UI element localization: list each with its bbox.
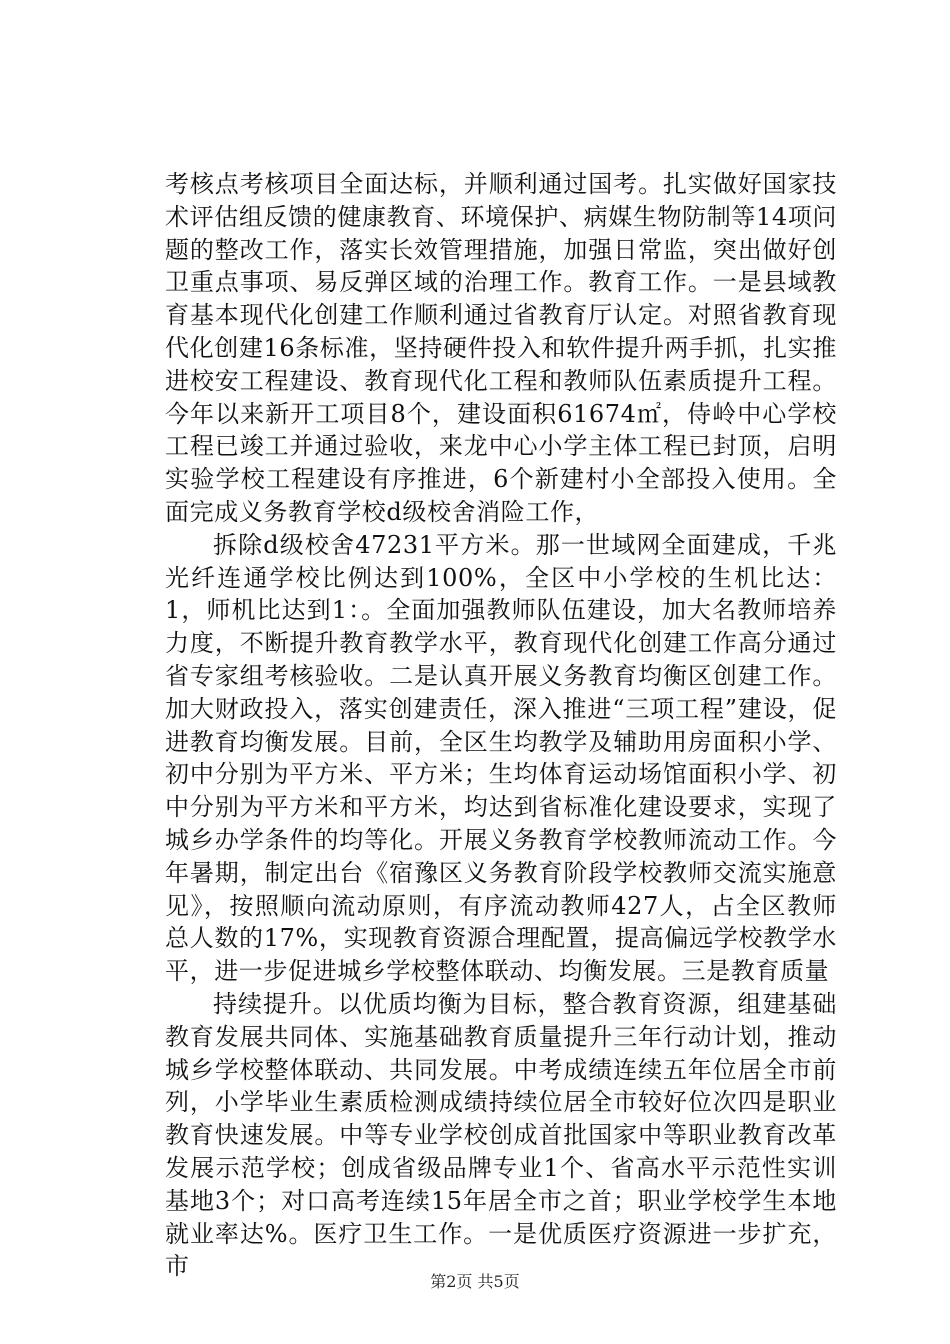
paragraph-2: 拆除d级校舍47231平方米。那一世域网全面建成，千兆光纤连通学校比例达到100%，全区中小学校的生机比达：1，师机比达到1：。全面加强教师队伍建设，加大名教师培养力度，不断提升教育教学水平，教育现代化创建工作高分通过省专家组考核验收。二是认真开展义务教育均衡区创建工作。加大财政投入，落实创建责任，深入推进“三项工程”建设，促进教育均衡发展。目前，全区生均教学及辅助用房面积小学、初中分别为平方米、平方米；生均体育运动场馆面积小学、初中分别为平方米和平方米，均达到省标准化建设要求，实现了城乡办学条件的均等化。开展义务教育学校教师流动工作。今年暑期，制定出台《宿豫区义务教育阶段学校教师交流实施意见》，按照顺向流动原则，有序流动教师427人，占全区教师总人数的17%，实现教育资源合理配置，提高偏远学校教学水平，进一步促进城乡学校整体联动、均衡发展。三是教育质量 <box>165 530 837 986</box>
paragraph-3: 持续提升。以优质均衡为目标，整合教育资源，组建基础教育发展共同体、实施基础教育质量提升三年行动计划，推动城乡学校整体联动、共同发展。中考成绩连续五年位居全市前列，小学毕业生素质检测成绩持续位居全市较好位次四是职业教育快速发展。中等专业学校创成首批国家中等职业教育改革发展示范学校；创成省级品牌专业1个、省高水平示范性实训基地3个；对口高考连续15年居全市之首；职业学校学生本地就业率达%。医疗卫生工作。一是优质医疗资源进一步扩充，市 <box>165 989 837 1281</box>
page-footer: 第2页 共5页 <box>430 1272 520 1291</box>
paragraph-1: 考核点考核项目全面达标，并顺利通过国考。扎实做好国家技术评估组反馈的健康教育、环境保护、病媒生物防制等14项问题的整改工作，落实长效管理措施，加强日常监，突出做好创卫重点事项、易反弹区域的治理工作。教育工作。一是县域教育基本现代化创建工作顺利通过省教育厅认定。对照省教育现代化创建16条标准，坚持硬件投入和软件提升两手抓，扎实推进校安工程建设、教育现代化工程和教师队伍素质提升工程。今年以来新开工项目8个，建设面积61674㎡，侍岭中心学校工程已竣工并通过验收，来龙中心小学主体工程已封顶，启明实验学校工程建设有序推进，6个新建村小全部投入使用。全面完成义务教育学校d级校舍消险工作， <box>165 170 837 526</box>
body-text <box>165 168 837 1283</box>
